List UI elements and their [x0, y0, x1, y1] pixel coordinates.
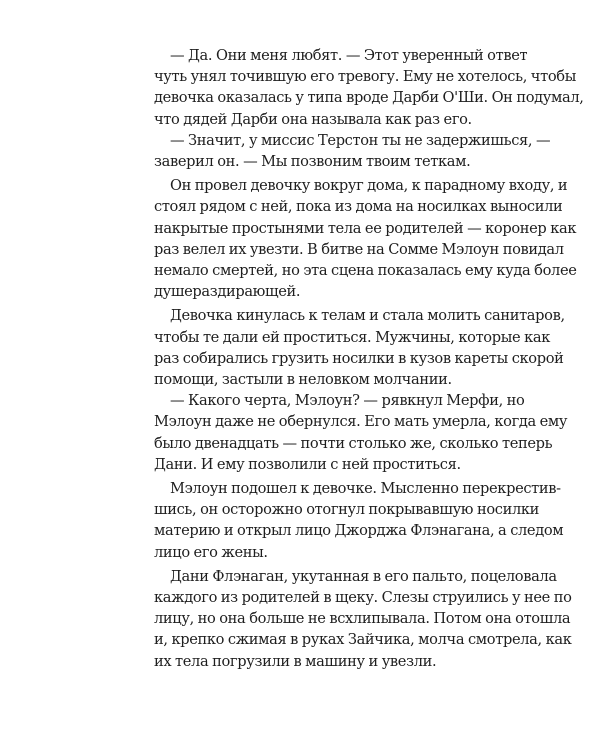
text-line: материю и открыл лицо Джорджа Флэнагана, а следом: [154, 522, 564, 540]
text-line: немало смертей, но эта сцена показалась ему куда более: [154, 262, 577, 280]
book-page: [154, 45, 584, 672]
text-line: — Какого черта, Мэлоун? — рявкнул Мерфи, но: [170, 392, 525, 410]
text-line: Девочка кинулась к телам и стала молить санитаров,: [170, 307, 565, 325]
paragraph: [154, 175, 577, 302]
text-line: и, крепко сжимая в руках Зайчика, молча смотрела, как: [154, 631, 572, 649]
paragraph: [154, 305, 565, 390]
text-line: девочка оказалась у типа вроде Дарби О'Ши. Он подумал,: [154, 89, 584, 107]
paragraph: [154, 390, 568, 475]
text-line: стоял рядом с ней, пока из дома на носилках выносили: [154, 198, 563, 216]
text-line: раз собирались грузить носилки в кузов кареты скорой: [154, 349, 564, 367]
text-line: накрытые простынями тела ее родителей — коронер как: [154, 219, 577, 237]
text-line: каждого из родителей в щеку. Слезы струились у нее по: [154, 589, 572, 607]
text-line: Дани. И ему позволили с ней проститься.: [154, 455, 461, 473]
text-line: что дядей Дарби она называла как раз его.: [154, 110, 472, 128]
text-line: шись, он осторожно отогнул покрывавшую носилки: [154, 501, 540, 519]
text-line: их тела погрузили в машину и увезли.: [154, 652, 437, 670]
text-line: помощи, застыли в неловком молчании.: [154, 371, 452, 389]
text-line: Мэлоун даже не обернулся. Его мать умерла, когда ему: [154, 413, 568, 431]
paragraph: [154, 45, 584, 130]
text-line: лицо его жены.: [154, 543, 268, 561]
text-line: заверил он. — Мы позвоним твоим теткам.: [154, 153, 471, 171]
text-line: — Значит, у миссис Терстон ты не задержишься, —: [170, 131, 551, 149]
text-line: душераздирающей.: [154, 283, 301, 301]
text-line: Мэлоун подошел к девочке. Мысленно перекрестив-: [170, 480, 561, 498]
text-line: было двенадцать — почти столько же, сколько теперь: [154, 434, 553, 452]
paragraph: [154, 130, 551, 172]
text-line: Дани Флэнаган, укутанная в его пальто, поцеловала: [170, 567, 557, 585]
text-line: Он провел девочку вокруг дома, к парадному входу, и: [170, 177, 568, 195]
text-line: чуть унял точившую его тревогу. Ему не хотелось, чтобы: [154, 68, 576, 86]
text-line: лицу, но она больше не всхлипывала. Потом она отошла: [154, 610, 571, 628]
text-line: — Да. Они меня любят. — Этот уверенный ответ: [170, 47, 528, 64]
paragraph: [154, 478, 564, 563]
text-line: чтобы те дали ей проститься. Мужчины, которые как: [154, 328, 550, 346]
paragraph: [154, 566, 572, 672]
text-line: раз велел их увезти. В битве на Сомме Мэлоун повидал: [154, 240, 564, 258]
